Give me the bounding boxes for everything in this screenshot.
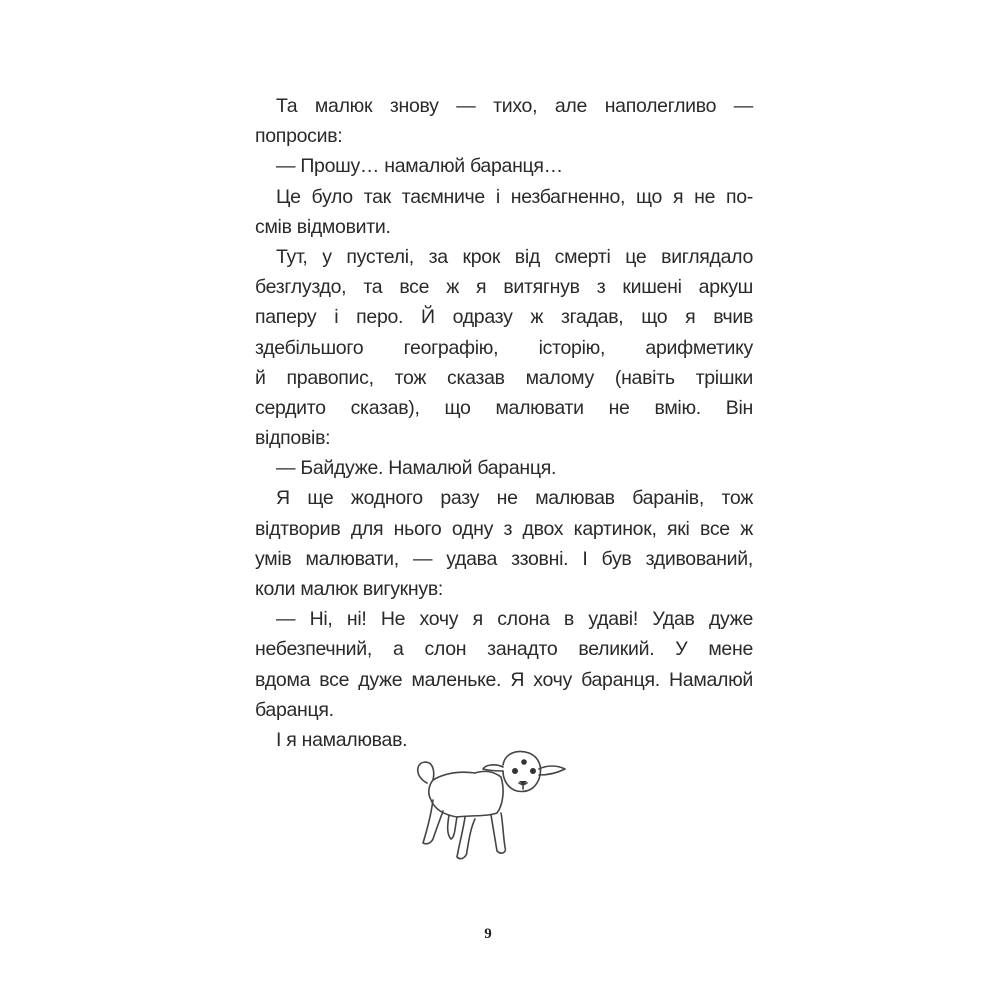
page-text (255, 91, 753, 755)
lamb-illustration (405, 735, 600, 870)
lamb-eye-left (512, 768, 518, 774)
text-line: небезпечний, а слон занадто великий. У мене (255, 638, 753, 661)
text-line: Я ще жодного разу не малював баранів, тож (276, 487, 753, 510)
text-line: й правопис, тож сказав малому (навіть трішки (255, 366, 753, 389)
lamb-body (429, 771, 503, 817)
text-line: — Ні, ні! Не хочу я слона в удаві! Удав дуже (276, 608, 753, 631)
lamb-forehead-dot (521, 759, 527, 765)
lamb-leg-front (491, 813, 505, 853)
text-line: Це було так таємниче і незбагненно, що я не по- (276, 185, 753, 208)
text-line: сердито сказав), що малювати не вмію. Він (255, 396, 753, 419)
lamb-leg-back-right (448, 815, 457, 839)
text-line: безглуздо, та все ж я витягнув з кишені аркуш (255, 276, 753, 299)
text-line: попросив: (255, 125, 343, 148)
lamb-right-ear (539, 766, 565, 775)
text-line: здебільшого географію, історію, арифметику (255, 336, 753, 359)
lamb-tail (418, 762, 434, 783)
lamb-leg-back-left (423, 800, 443, 844)
text-line: відтворив для нього одну з двох картинок, які все ж (255, 517, 753, 540)
text-line: Та малюк знову — тихо, але наполегливо — (276, 95, 753, 117)
text-line: смів відмовити. (255, 215, 391, 238)
text-line: вдома все дуже маленьке. Я хочу баранця. Намалюй (255, 668, 753, 691)
text-line: паперу і перо. Й одразу ж згадав, що я вчив (255, 306, 753, 329)
lamb-left-ear (483, 765, 503, 771)
text-line: баранця. (255, 698, 334, 721)
text-line: І я намалював. (276, 728, 408, 751)
lamb-leg-mid (457, 817, 475, 859)
text-line: відповів: (255, 427, 331, 450)
text-line: — Байдуже. Намалюй баранця. (276, 457, 557, 480)
lamb-eye-right (530, 768, 536, 774)
text-line: коли малюк вигукнув: (255, 578, 444, 600)
page-number: 9 (484, 926, 492, 942)
text-line: — Прошу… намалюй баранця… (276, 155, 563, 178)
text-line: умів малювати, — удава ззовні. І був здивований, (255, 547, 753, 570)
text-line: Тут, у пустелі, за крок від смерті це виглядало (276, 245, 753, 268)
